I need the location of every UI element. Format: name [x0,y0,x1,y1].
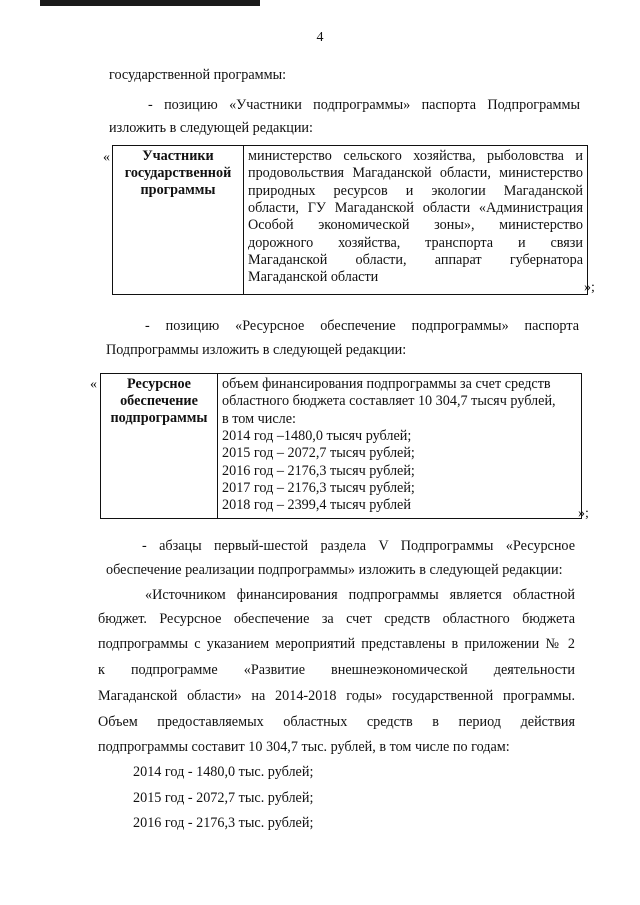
cell-line: Магаданской области, аппарат губернатора [248,251,583,268]
header-line: Участники [142,148,214,164]
text-line: обеспечение реализации подпрограммы» изложить в следующей редакции: [106,562,563,578]
close-quote: »; [584,280,595,295]
text-line: - позицию «Ресурсное обеспечение подпрограммы» паспорта [145,318,579,334]
text-line: Магаданской области» на 2014-2018 годы» государственной программы. [98,688,575,704]
cell-line: области, ГУ Магаданской области «Администрация [248,199,583,216]
scan-edge-bar [40,0,260,6]
text-line: бюджет. Ресурсное обеспечение за счет средств областного бюджета [98,611,575,627]
header-line: подпрограммы [110,410,208,427]
resources-table [100,373,582,519]
year-line: 2015 год - 2072,7 тыс. рублей; [133,790,314,806]
cell-line: в том числе: [222,410,296,427]
text-line: подпрограммы с указанием мероприятий представлены в приложении № 2 [98,636,575,652]
year-line: 2016 год - 2176,3 тыс. рублей; [133,815,314,831]
text-line: Объем предоставляемых областных средств в период действия [98,714,575,730]
cell-line: 2017 год – 2176,3 тысяч рублей; [222,479,415,496]
cell-line: областного бюджета составляет 10 304,7 тысяч рублей, [222,393,556,410]
text-line: «Источником финансирования подпрограммы является областной [145,587,575,603]
open-quote: « [90,377,97,392]
text-line: Подпрограммы изложить в следующей редакции: [106,342,407,358]
resources-value-cell [218,374,582,519]
text-line: государственной программы: [109,67,287,83]
text-line: - позицию «Участники подпрограммы» паспорта Подпрограммы [148,97,580,113]
year-line: 2014 год - 1480,0 тыс. рублей; [133,764,314,780]
cell-line: объем финансирования подпрограммы за счет средств [222,376,551,392]
header-line: обеспечение [120,393,198,410]
text-line: - абзацы первый-шестой раздела V Подпрограммы «Ресурсное [142,538,575,554]
cell-line: дорожного хозяйства, транспорта и связи [248,234,583,251]
text-line: изложить в следующей редакции: [109,120,313,136]
page-number: 4 [316,30,324,45]
participants-table [112,145,588,295]
open-quote: « [103,150,110,165]
cell-line: 2015 год – 2072,7 тысяч рублей; [222,445,415,462]
cell-line: министерство сельского хозяйства, рыболовства и [248,148,583,164]
header-line: Ресурсное [127,376,191,392]
text-line: подпрограммы составит 10 304,7 тыс. рублей, в том числе по годам: [98,739,510,755]
cell-line: 2018 год – 2399,4 тысяч рублей [222,497,411,514]
cell-line: 2016 год – 2176,3 тысяч рублей; [222,462,415,479]
cell-line: Магаданской области [248,269,379,286]
cell-line: продовольствия Магаданской области, министерство [248,165,583,182]
participants-header-cell [113,146,244,295]
header-line: программы [140,182,216,199]
cell-line: природных ресурсов и экологии Магаданской [248,182,583,199]
header-line: государственной [124,165,232,182]
text-line: к подпрограмме «Развитие внешнеэкономической деятельности [98,662,575,678]
resources-header-cell [101,374,218,519]
cell-line: 2014 год –1480,0 тысяч рублей; [222,427,412,444]
participants-value-cell [244,146,588,295]
cell-line: Особой экономической зоны», министерство [248,217,583,234]
close-quote: »; [578,506,589,521]
